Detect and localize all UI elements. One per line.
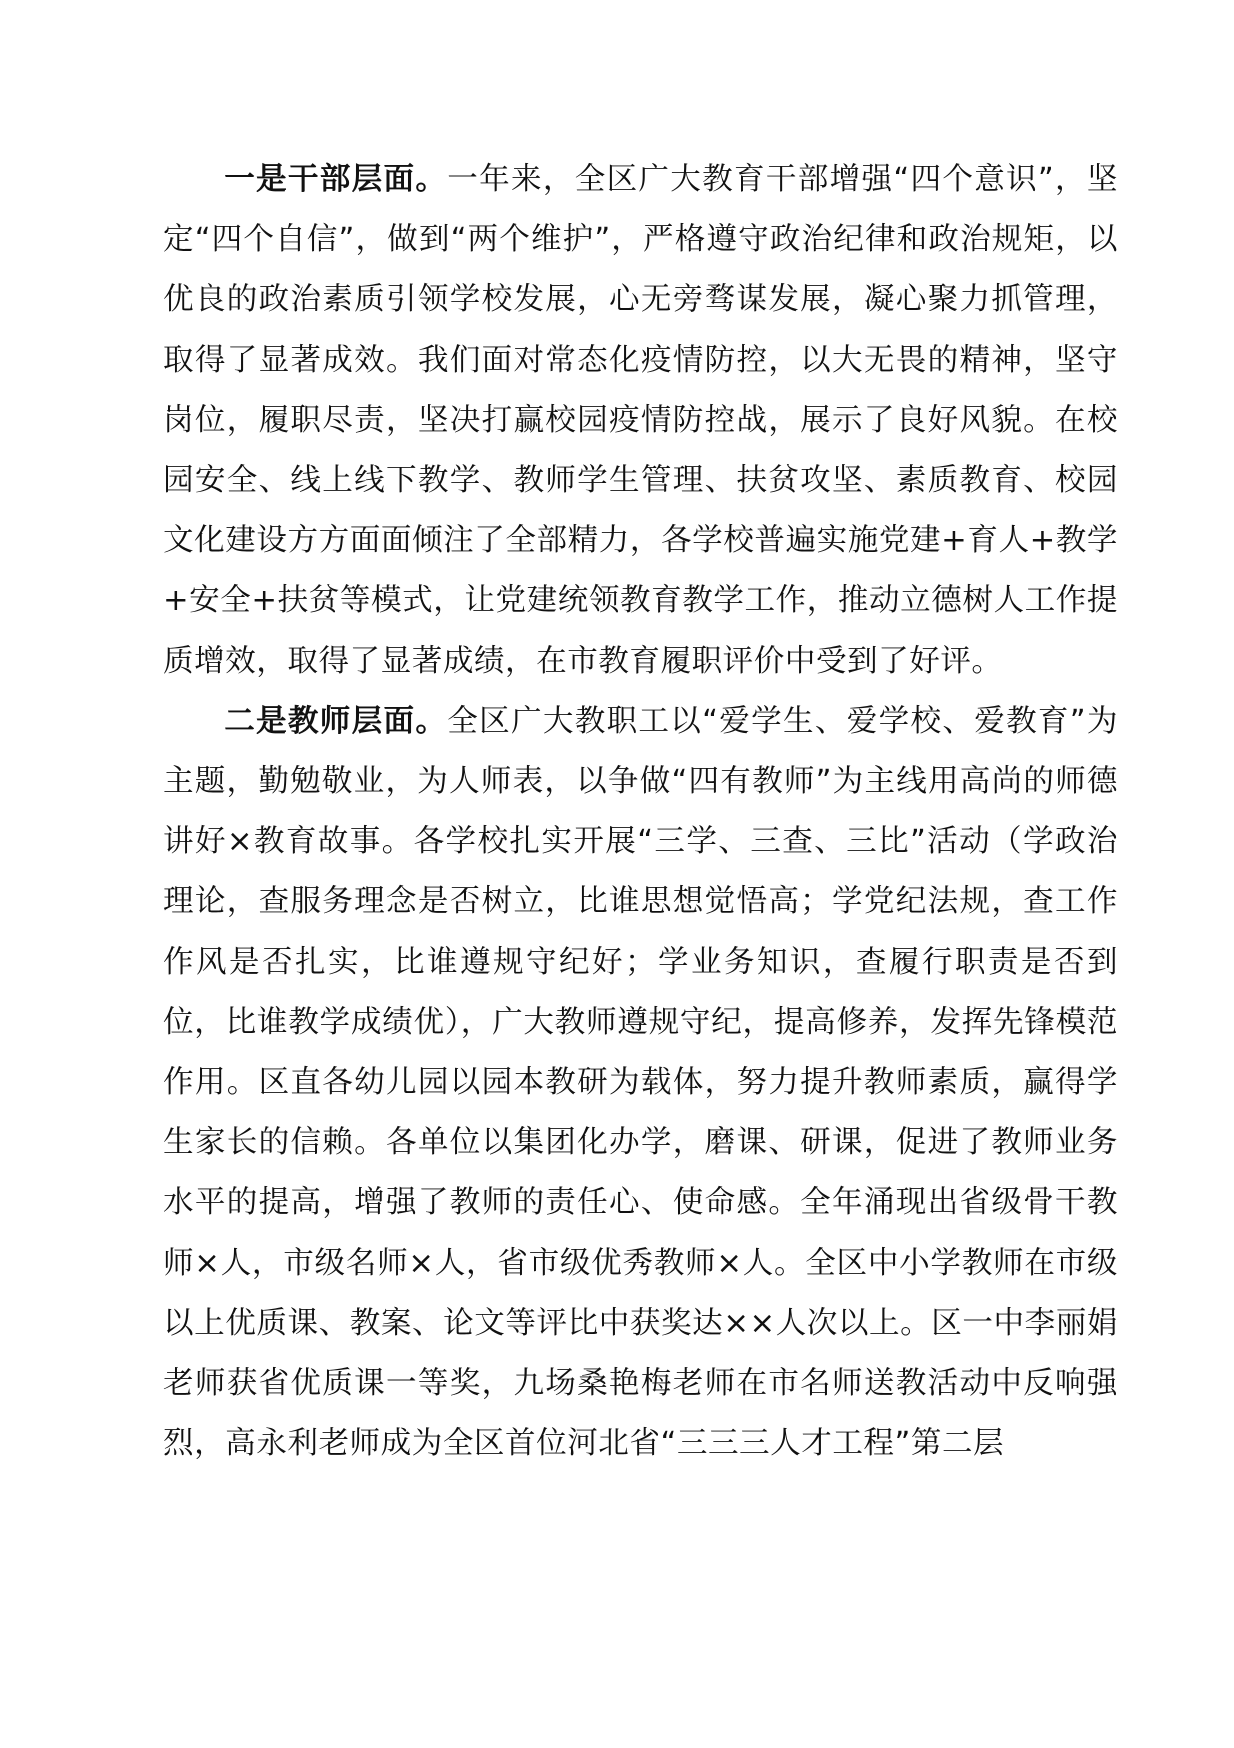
document-page — [163, 150, 1118, 1474]
paragraph-body: 一年来，全区广大教育干部增强“四个意识”，坚定“四个自信”，做到“两个维护”，严格遵守政治纪律和政治规矩，以优良的政治素质引领学校发展，心无旁骛谋发展，凝心聚力抓管理，取得了显著成效。我们面对常态化疫情防控，以大无畏的精神，坚守岗位，履职尽责，坚决打赢校园疫情防控战，展示了良好风貌。在校园安全、线上线下教学、教师学生管理、扶贫攻坚、素质教育、校园文化建设方方面面倾注了全部精力，各学校普遍实施党建+育人+教学+安全+扶贫等模式，让党建统领教育教学工作，推动立德树人工作提质增效，取得了显著成绩，在市教育履职评价中受到了好评。 — [163, 162, 1119, 679]
paragraph-body: 全区广大教职工以“爱学生、爱学校、爱教育”为主题，勤勉敬业，为人师表，以争做“四有教师”为主线用高尚的师德讲好×教育故事。各学校扎实开展“三学、三查、三比”活动（学政治理论，查服务理念是否树立，比谁思想觉悟高；学党纪法规，查工作作风是否扎实，比谁遵规守纪好；学业务知识，查履行职责是否到位，比谁教学成绩优），广大教师遵规守纪，提高修养，发挥先锋模范作用。区直各幼儿园以园本教研为载体，努力提升教师素质，赢得学生家长的信赖。各单位以集团化办学，磨课、研课，促进了教师业务水平的提高，增强了教师的责任心、使命感。全年涌现出省级骨干教师×人，市级名师×人，省市级优秀教师×人。全区中小学教师在市级以上优质课、教案、论文等评比中获奖达××人次以上。区一中李丽娟老师获省优质课一等奖，九场桑艳梅老师在市名师送教活动中反响强烈，高永利老师成为全区首位河北省“三三三人才工程”第二层 — [163, 703, 1119, 1462]
paragraph-heading: 二是教师层面。 — [224, 703, 448, 739]
paragraph-cadre-level — [163, 150, 1118, 692]
paragraph-teacher-level — [163, 692, 1118, 1475]
paragraph-heading: 一是干部层面。 — [224, 162, 448, 197]
